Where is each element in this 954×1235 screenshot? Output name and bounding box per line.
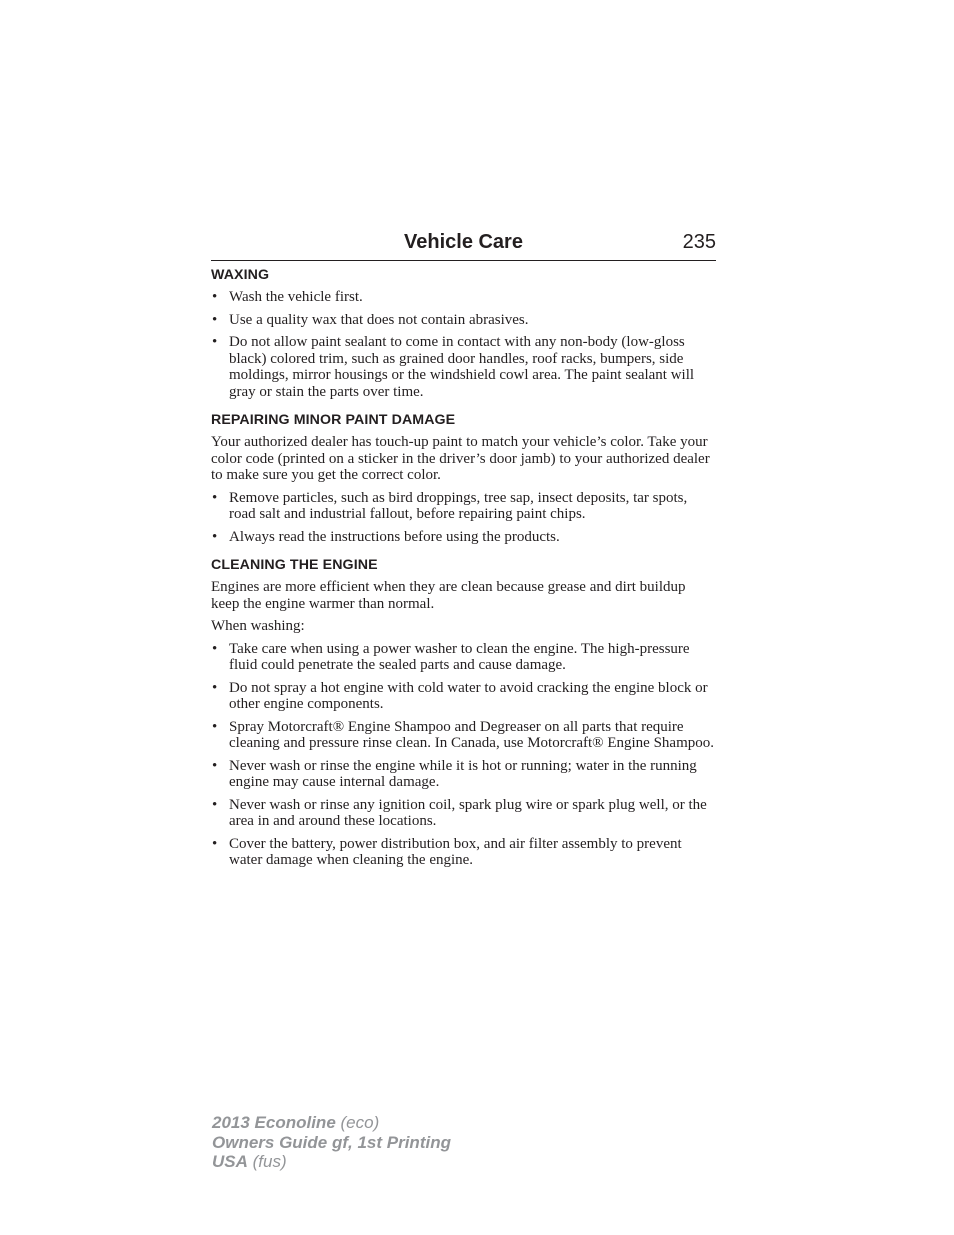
chapter-title: Vehicle Care	[404, 231, 523, 253]
footer-line-market	[212, 1152, 451, 1172]
list-item	[211, 334, 716, 400]
footer-line-model	[212, 1113, 451, 1133]
paragraph: Your authorized dealer has touch-up paint to match your vehicle’s color. Take your color code (printed on a sticker in the driver’s door jamb) to your authorized dealer to make sure you get the correct color.	[211, 434, 710, 483]
list-item-text: Always read the instructions before using the products.	[229, 528, 560, 545]
bullet-glyph: •	[212, 835, 218, 852]
list-item-text: Spray Motorcraft® Engine Shampoo and Degreaser on all parts that require cleaning and pressure rinse clean. In Canada, use Motorcraft® Engine Shampoo.	[229, 718, 714, 751]
list-item-text: Do not spray a hot engine with cold water to avoid cracking the engine block or other engine components.	[229, 679, 708, 712]
page-content	[211, 266, 716, 875]
footer-guide: Owners Guide gf, 1st Printing	[212, 1132, 451, 1152]
footer-model: 2013 Econoline	[212, 1113, 336, 1132]
section-heading-cleaning-engine: CLEANING THE ENGINE	[211, 557, 378, 573]
footer-model-code: (eco)	[340, 1113, 380, 1132]
bullet-glyph: •	[212, 679, 218, 696]
page-header	[211, 228, 716, 261]
list-item	[211, 836, 716, 869]
list-item-text: Cover the battery, power distribution box, and air filter assembly to prevent water damage when cleaning the engine.	[229, 835, 682, 868]
footer-line-guide	[212, 1133, 451, 1153]
bullet-glyph: •	[212, 311, 218, 328]
list-item-text: Remove particles, such as bird droppings, tree sap, insect deposits, tar spots, road salt and industrial fallout, before repairing paint chips.	[229, 489, 688, 522]
list-item-text: Never wash or rinse the engine while it is hot or running; water in the running engine may cause internal damage.	[229, 757, 697, 790]
section-heading-waxing: WAXING	[211, 267, 270, 283]
bullet-glyph: •	[212, 718, 218, 735]
list-item-text: Take care when using a power washer to clean the engine. The high-pressure fluid could penetrate the sealed parts and cause damage.	[229, 640, 690, 673]
list-item-text: Do not allow paint sealant to come in contact with any non-body (low-gloss black) colored trim, such as grained door handles, roof racks, bumpers, side moldings, mirror housings or the windshield cowl area. The paint sealant will gray or stain the parts over time.	[229, 334, 695, 400]
bullet-glyph: •	[212, 528, 218, 545]
bullet-glyph: •	[212, 334, 218, 350]
bullet-glyph: •	[212, 796, 218, 813]
page-number: 235	[682, 231, 716, 253]
list-item-text: Use a quality wax that does not contain abrasives.	[229, 311, 529, 328]
cleaning-engine-bullet-list	[211, 641, 716, 869]
paragraph: When washing:	[211, 618, 305, 634]
list-item	[211, 641, 716, 674]
list-item	[211, 719, 716, 752]
list-item	[211, 490, 716, 523]
list-item-text: Wash the vehicle first.	[229, 289, 363, 305]
list-item	[211, 797, 716, 830]
footer-market: USA	[212, 1152, 248, 1171]
list-item	[211, 680, 716, 713]
bullet-glyph: •	[212, 757, 218, 774]
list-item-text: Never wash or rinse any ignition coil, spark plug wire or spark plug well, or the area in and around these locations.	[229, 796, 707, 829]
list-item	[211, 529, 716, 546]
section-heading-paint-damage: REPAIRING MINOR PAINT DAMAGE	[211, 412, 456, 428]
footer-market-code: (fus)	[252, 1152, 287, 1171]
bullet-glyph: •	[212, 640, 218, 657]
paragraph: Engines are more efficient when they are clean because grease and dirt buildup keep the engine warmer than normal.	[211, 579, 686, 612]
list-item	[211, 758, 716, 791]
bullet-glyph: •	[212, 489, 218, 506]
paint-damage-bullet-list	[211, 490, 716, 546]
bullet-glyph: •	[212, 289, 218, 305]
waxing-bullet-list	[211, 289, 716, 400]
list-item	[211, 312, 716, 329]
list-item	[211, 289, 716, 306]
print-footer	[212, 1113, 451, 1172]
